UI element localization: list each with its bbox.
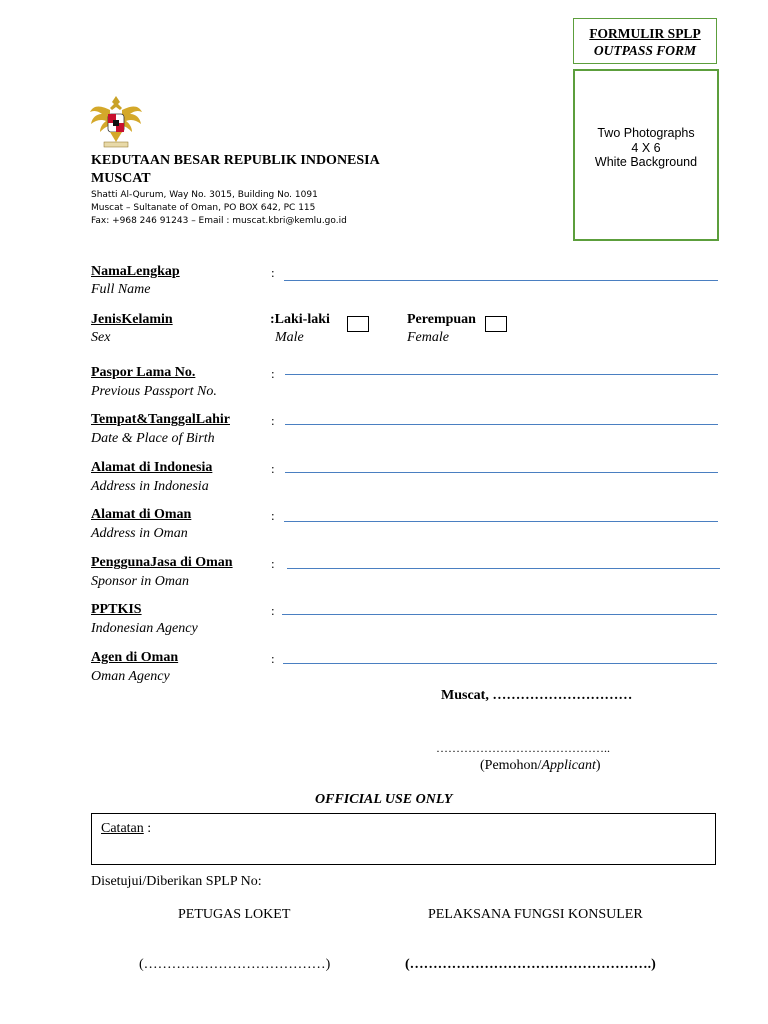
photo-box bbox=[573, 69, 719, 241]
official-use-heading: OFFICIAL USE ONLY bbox=[315, 792, 453, 807]
female-checkbox[interactable] bbox=[485, 316, 507, 332]
passport-label: Paspor Lama No. bbox=[91, 365, 196, 380]
male-sublabel: Male bbox=[275, 330, 304, 345]
applicant-signature-line: …………………………………….. bbox=[436, 741, 610, 755]
pptkis-label: PPTKIS bbox=[91, 602, 142, 617]
passport-input-line[interactable] bbox=[285, 374, 718, 375]
garuda-emblem-icon bbox=[88, 92, 144, 152]
address-oman-input-line[interactable] bbox=[284, 521, 718, 522]
sponsor-input-line[interactable] bbox=[287, 568, 720, 569]
pptkis-input-line[interactable] bbox=[282, 614, 717, 615]
sponsor-sublabel: Sponsor in Oman bbox=[91, 574, 190, 589]
address-indonesia-sublabel: Address in Indonesia bbox=[91, 479, 209, 494]
officer-right-title: PELAKSANA FUNGSI KONSULER bbox=[428, 907, 643, 922]
birth-label: Tempat&TanggalLahir bbox=[91, 412, 230, 427]
male-label: :Laki-laki bbox=[270, 312, 330, 327]
sponsor-colon: : bbox=[271, 556, 275, 571]
photo-instruction-3: White Background bbox=[594, 155, 698, 169]
male-checkbox[interactable] bbox=[347, 316, 369, 332]
address-indonesia-label: Alamat di Indonesia bbox=[91, 460, 213, 475]
notes-label bbox=[101, 821, 151, 837]
applicant-caption-suffix: ) bbox=[595, 758, 601, 773]
notes-label-colon: : bbox=[143, 821, 152, 836]
pptkis-colon: : bbox=[271, 603, 275, 618]
form-subtitle: OUTPASS FORM bbox=[593, 43, 697, 58]
address-oman-label: Alamat di Oman bbox=[91, 507, 192, 522]
photo-instruction-1: Two Photographs bbox=[597, 126, 695, 140]
embassy-address-line1: Shatti Al-Qurum, Way No. 3015, Building No. 1091 bbox=[91, 190, 318, 200]
address-oman-sublabel: Address in Oman bbox=[91, 526, 188, 541]
embassy-name-line1: KEDUTAAN BESAR REPUBLIK INDONESIA bbox=[91, 153, 380, 168]
agent-sublabel: Oman Agency bbox=[91, 669, 170, 684]
notes-box[interactable] bbox=[91, 813, 716, 865]
embassy-name bbox=[91, 152, 411, 188]
passport-sublabel: Previous Passport No. bbox=[91, 384, 217, 399]
notes-label-text: Catatan bbox=[101, 821, 144, 836]
passport-colon: : bbox=[271, 366, 275, 381]
photo-instruction-2: 4 X 6 bbox=[631, 140, 661, 155]
address-indonesia-colon: : bbox=[271, 461, 275, 476]
place-date: Muscat, ………………………… bbox=[441, 688, 633, 703]
approved-label: Disetujui/Diberikan SPLP No: bbox=[91, 874, 262, 889]
embassy-contact-line: Fax: +968 246 91243 – Email : muscat.kbri@kemlu.go.id bbox=[91, 216, 347, 226]
full-name-colon: : bbox=[271, 265, 275, 280]
agent-label: Agen di Oman bbox=[91, 650, 179, 665]
agent-colon: : bbox=[271, 651, 275, 666]
female-label: Perempuan bbox=[407, 312, 476, 327]
birth-colon: : bbox=[271, 413, 275, 428]
embassy-address-line2: Muscat – Sultanate of Oman, PO BOX 642, PC 115 bbox=[91, 203, 316, 213]
form-title-box bbox=[573, 18, 717, 64]
form-title: FORMULIR SPLP bbox=[589, 26, 701, 41]
officer-right-signature: (…………………………………………….) bbox=[405, 957, 656, 972]
agent-input-line[interactable] bbox=[283, 663, 717, 664]
full-name-input-line[interactable] bbox=[284, 280, 718, 281]
applicant-caption-italic: Applicant bbox=[541, 758, 596, 773]
full-name-sublabel: Full Name bbox=[91, 282, 151, 297]
address-indonesia-input-line[interactable] bbox=[285, 472, 718, 473]
pptkis-sublabel: Indonesian Agency bbox=[91, 621, 198, 636]
applicant-caption bbox=[480, 758, 601, 774]
birth-sublabel: Date & Place of Birth bbox=[91, 431, 215, 446]
sponsor-label: PenggunaJasa di Oman bbox=[91, 555, 233, 570]
birth-input-line[interactable] bbox=[285, 424, 718, 425]
officer-left-title: PETUGAS LOKET bbox=[178, 907, 291, 922]
female-sublabel: Female bbox=[407, 330, 449, 345]
embassy-name-line2: MUSCAT bbox=[91, 171, 151, 186]
applicant-caption-prefix: (Pemohon/ bbox=[480, 758, 542, 773]
sex-sublabel: Sex bbox=[91, 330, 111, 345]
full-name-label: NamaLengkap bbox=[91, 264, 180, 279]
sex-label: JenisKelamin bbox=[91, 312, 173, 327]
address-oman-colon: : bbox=[271, 508, 275, 523]
officer-left-signature: (…………………………………) bbox=[139, 957, 331, 972]
